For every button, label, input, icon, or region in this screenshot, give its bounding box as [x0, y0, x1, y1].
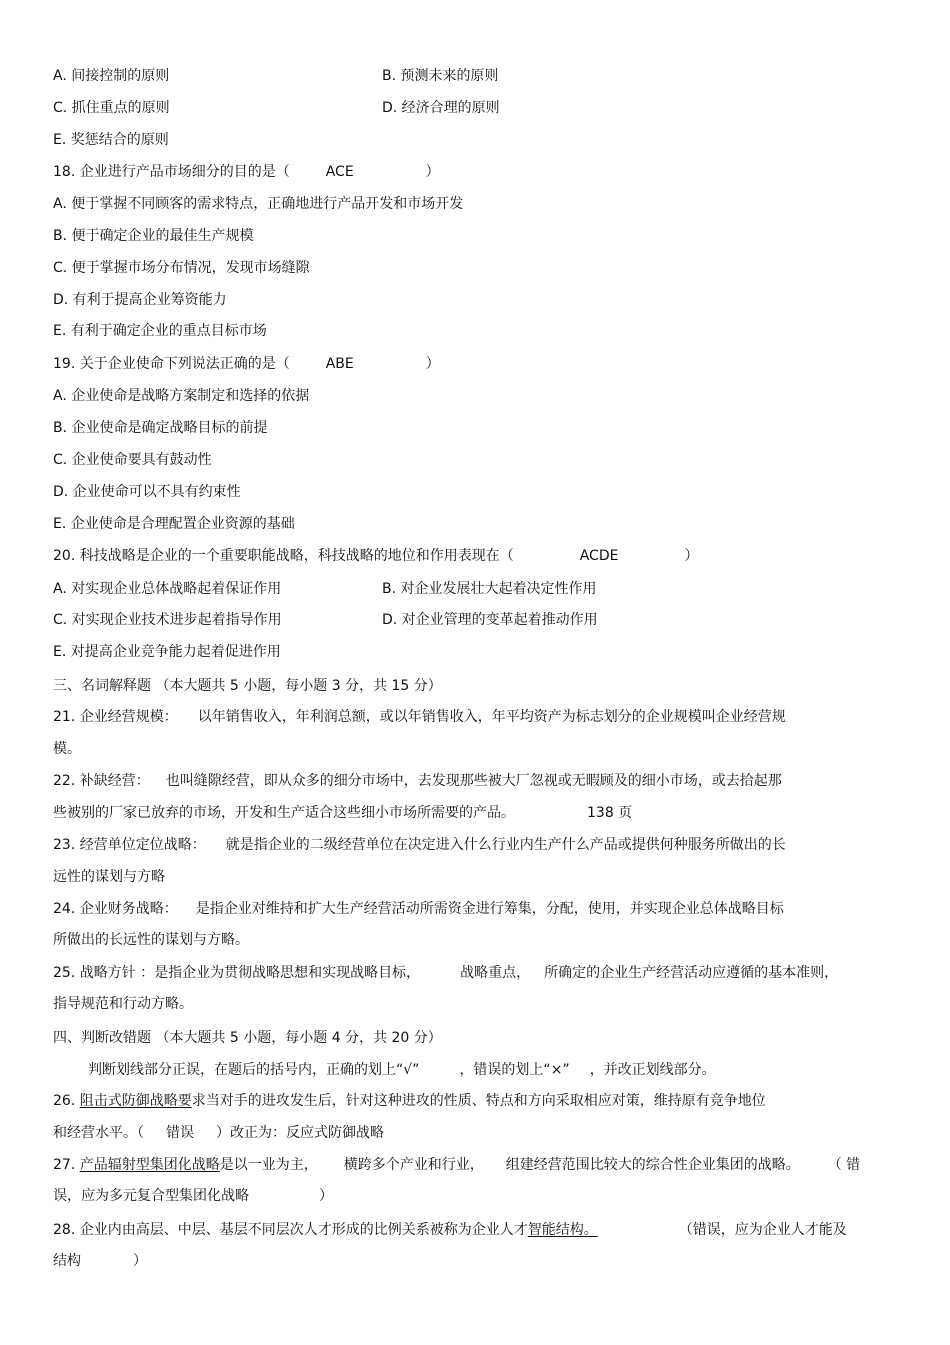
q18-option-d: D. 有利于提高企业筹资能力 — [53, 292, 227, 308]
q18-option-a: A. 便于掌握不同顾客的需求特点，正确地进行产品开发和市场开发 — [53, 196, 464, 212]
q17-option-e: E. 奖惩结合的原则 — [53, 132, 169, 148]
q23-line2: 远性的谋划与方略 — [53, 869, 165, 885]
q19-stem — [53, 355, 440, 373]
q19-close: ） — [425, 356, 440, 372]
q18-stem — [53, 163, 440, 181]
q27-number: 27. — [53, 1157, 76, 1173]
q22-line2 — [53, 804, 632, 822]
q28-statement: 28. 企业内由高层、中层、基层不同层次人才形成的比例关系被称为企业人才 — [53, 1222, 528, 1238]
section3-heading: 三、名词解释题 （本大题共 5 小题，每小题 3 分，共 15 分） — [53, 678, 442, 694]
q20-answer: ACDE — [579, 548, 619, 564]
q24-term: 24. 企业财务战略： — [53, 901, 178, 917]
q25-definition-c: 所确定的企业生产经营活动应遵循的基本准则， — [544, 965, 839, 981]
q17-option-b: B. 预测未来的原则 — [382, 68, 499, 84]
instructions-part-c: ，并改正划线部分。 — [589, 1062, 716, 1078]
q18-answer: ACE — [325, 164, 354, 180]
q21-line1 — [53, 708, 786, 726]
q19-option-c: C. 企业使命要具有鼓动性 — [53, 452, 212, 468]
instructions-part-b: ，错误的划上“×” — [459, 1062, 570, 1078]
q22-definition-cont: 些被别的厂家已放弃的市场，开发和生产适合这些细小市场所需要的产品。 — [53, 805, 515, 821]
q26-correction: ）改正为：反应式防御战略 — [216, 1125, 384, 1141]
instructions-part-a: 判断划线部分正误，在题后的括号内，正确的划上“√” — [88, 1062, 420, 1078]
q18-stem-text: 18. 企业进行产品市场细分的目的是（ — [53, 164, 290, 180]
q18-option-e: E. 有利于确定企业的重点目标市场 — [53, 323, 267, 339]
q26-line2 — [53, 1124, 384, 1142]
q27-verdict-start: （ 错 — [827, 1157, 861, 1173]
q27-line2 — [53, 1187, 333, 1205]
section4-heading: 四、判断改错题 （本大题共 5 小题，每小题 4 分，共 20 分） — [53, 1030, 442, 1046]
q20-stem — [53, 547, 698, 565]
q25-definition-b: 战略重点， — [460, 965, 531, 981]
q23-line1 — [53, 836, 786, 854]
q28-verdict: （错误，应为企业人才能及 — [678, 1222, 847, 1238]
q26-stem-end: 和经营水平。（ — [53, 1125, 144, 1141]
q27-statement-b: 横跨多个产业和行业， — [343, 1157, 484, 1173]
q26-underlined-term: 阻击式防御战略要 — [79, 1093, 192, 1109]
q20-option-d: D. 对企业管理的变革起着推动作用 — [382, 612, 598, 628]
q24-line2: 所做出的长远性的谋划与方略。 — [53, 932, 249, 948]
q20-stem-text: 20. 科技战略是企业的一个重要职能战略，科技战略的地位和作用表现在（ — [53, 548, 514, 564]
q27-statement-c: 组建经营范围比较大的综合性企业集团的战略。 — [505, 1157, 800, 1173]
q20-option-c: C. 对实现企业技术进步起着指导作用 — [53, 612, 282, 628]
q17-option-c: C. 抓住重点的原则 — [53, 100, 170, 116]
q26-line1 — [53, 1092, 766, 1110]
q22-term: 22. 补缺经营： — [53, 773, 150, 789]
q26-statement: 求当对手的进攻发生后，针对这种进攻的性质、特点和方向采取相应对策，维持原有竞争地位 — [191, 1093, 766, 1109]
q20-option-e: E. 对提高企业竞争能力起着促进作用 — [53, 644, 281, 660]
q27-underlined-term: 产品辐射型集团化战略 — [79, 1157, 220, 1173]
q22-line1 — [53, 772, 782, 790]
q25-line1 — [53, 964, 838, 982]
q21-line2: 模。 — [53, 741, 81, 757]
q18-close: ） — [425, 164, 440, 180]
q27-correction: 误，应为多元复合型集团化战略 — [53, 1188, 249, 1204]
q27-statement-a: 是以一业为主， — [219, 1157, 318, 1173]
q19-option-d: D. 企业使命可以不具有约束性 — [53, 484, 241, 500]
q24-definition: 是指企业对维持和扩大生产经营活动所需资金进行筹集，分配，使用，并实现企业总体战略目标 — [195, 901, 784, 917]
q28-line1 — [53, 1221, 847, 1239]
q22-definition: 也叫缝隙经营，即从众多的细分市场中，去发现那些被大厂忽视或无暇顾及的细小市场，或去拾起那 — [165, 773, 782, 789]
q18-option-b: B. 便于确定企业的最佳生产规模 — [53, 228, 254, 244]
q21-term: 21. 企业经营规模： — [53, 709, 178, 725]
q18-option-c: C. 便于掌握市场分布情况，发现市场缝隙 — [53, 260, 310, 276]
q26-number: 26. — [53, 1093, 76, 1109]
q19-option-e: E. 企业使命是合理配置企业资源的基础 — [53, 516, 295, 532]
q28-close: ） — [133, 1253, 147, 1269]
q26-verdict: 错误 — [166, 1125, 194, 1141]
q20-close: ） — [684, 548, 699, 564]
q28-correction-end: 结构 — [53, 1253, 81, 1269]
q20-option-a: A. 对实现企业总体战略起着保证作用 — [53, 581, 282, 597]
q20-option-b: B. 对企业发展壮大起着决定性作用 — [382, 581, 597, 597]
q19-option-b: B. 企业使命是确定战略目标的前提 — [53, 420, 268, 436]
q17-option-a: A. 间接控制的原则 — [53, 68, 170, 84]
q27-close: ） — [319, 1188, 333, 1204]
section4-instructions — [88, 1061, 716, 1079]
q28-underlined-term: 智能结构。 — [527, 1222, 598, 1238]
q19-answer: ABE — [325, 356, 354, 372]
q25-line2: 指导规范和行动方略。 — [53, 996, 193, 1012]
q24-line1 — [53, 900, 784, 918]
q19-option-a: A. 企业使命是战略方案制定和选择的依据 — [53, 388, 310, 404]
q23-term: 23. 经营单位定位战略： — [53, 837, 206, 853]
q25-term: 25. 战略方针 ：是指企业为贯彻战略思想和实现战略目标， — [53, 965, 421, 981]
q28-line2 — [53, 1252, 147, 1270]
q19-stem-text: 19. 关于企业使命下列说法正确的是（ — [53, 356, 290, 372]
q23-definition: 就是指企业的二级经营单位在决定进入什么行业内生产什么产品或提供何种服务所做出的长 — [225, 837, 786, 853]
q22-page-ref: 138 页 — [587, 805, 633, 821]
q21-definition: 以年销售收入，年利润总额，或以年销售收入，年平均资产为标志划分的企业规模叫企业经营规 — [197, 709, 786, 725]
q27-line1 — [53, 1156, 860, 1174]
q17-option-d: D. 经济合理的原则 — [382, 100, 500, 116]
